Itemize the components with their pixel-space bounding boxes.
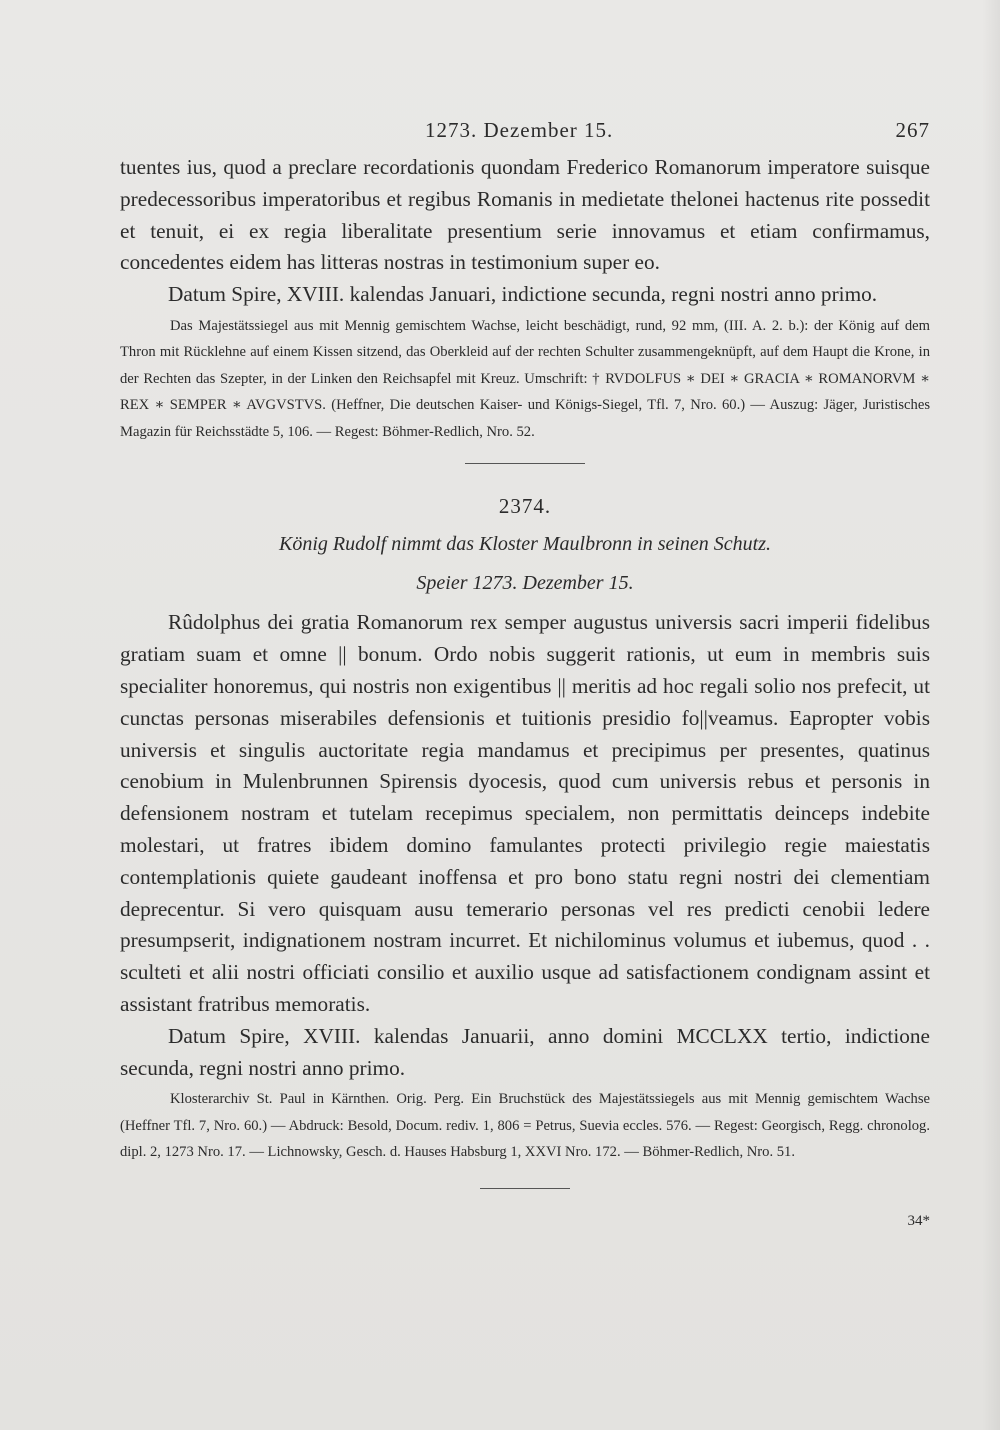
- document-datum: Datum Spire, XVIII. kalendas Januarii, anno domini MCCLXX tertio, indictione secunda, regni nostri anno primo.: [120, 1023, 930, 1080]
- document-place-date: Speier 1273. Dezember 15.: [416, 572, 634, 595]
- running-head-date: 1273. Dezember 15.: [425, 118, 614, 142]
- previous-document-datum: Datum Spire, XVIII. kalendas Januari, indictione secunda, regni nostri anno primo.: [168, 282, 878, 307]
- document-note: Klosterarchiv St. Paul in Kärnthen. Orig. Perg. Ein Bruchstück des Majestätssiegels aus mit Mennig gemischtem Wachse (Heffner Tfl. 7, Nro. 60.) — Abdruck: Besold, Docum. rediv. 1, 806 = Petrus, Suevia eccles. 576. — Regest: Georgisch, Regg. chronolog. dipl. 2, 1273 Nro. 17. — Lichnowsky, Gesch. d. Hauses Habsburg 1, XXVI Nro. 172. — Böhmer-Redlich, Nro. 51.: [120, 1091, 930, 1161]
- section-divider: [465, 463, 585, 464]
- page-number: 267: [895, 118, 930, 142]
- document-text: Rûdolphus dei gratia Romanorum rex semper augustus universis sacri imperii fidelibus gratiam suam et omne || bonum. Ordo nobis suggerit rationis, ut eum in membris suis specialiter honoremus, qui nostris non exigentibus || meritis ad hoc regali solio nos prefecit, ut cunctas personas miserabiles defensionis et tuitionis presidio fo||veamus. Eapropter vobis universis et singulis auctoritate regia mandamus et precipimus per presentes, quatinus cenobium in Mulenbrunnen Spirensis dyocesis, quod cum universis rebus et personis in defensionem nostram et tutelam recepimus specialem, non permittatis deinceps indebite molestari, ut fratres ibidem domino famulantes protecti privilegio regie maiestatis contemplationis quiete gaudeant inoffensa et pro bono statu regni nostri dei clementiam deprecentur. Si vero quisquam ausu temerario personas vel res predicti cenobii ledere presumpserit, indignationem nostram incurret. Et nichilominus volumus et iubemus, quod . . sculteti et alii nostri officiati consilio et auxilio usque ad satisfactionem condignam assint et assistant fratribus memoratis.: [120, 610, 930, 1017]
- running-head: [120, 118, 930, 152]
- signature-mark: 34*: [907, 1213, 930, 1229]
- previous-document-text: tuentes ius, quod a preclare recordationis quondam Frederico Romanorum imperatore suisque predecessoribus imperatoribus et regibus Romanis in medietate thelonei hactenus rite possedit et tenuit, ei ex regia liberalitate presentium serie innovamus et etiam confirmamus, concedentes eidem has litteras nostras in testimonium super eo.: [120, 155, 930, 275]
- page-edge-shadow: [982, 0, 1000, 1430]
- page-content: [120, 118, 930, 1189]
- previous-document-note: Das Majestätssiegel aus mit Mennig gemischtem Wachse, leicht beschädigt, rund, 92 mm, (III. A. 2. b.): der König auf dem Thron mit Rücklehne auf einem Kissen sitzend, das Oberkleid auf der rechten Schulter zusammengeknüpft, auf dem Haupt die Krone, in der Rechten das Szepter, in der Linken den Reichsapfel mit Kreuz. Umschrift: † RVDOLFUS ∗ DEI ∗ GRACIA ∗ ROMANORVM ∗ REX ∗ SEMPER ∗ AVGVSTVS. (Heffner, Die deutschen Kaiser- und Königs-Siegel, Tfl. 7, Nro. 60.) — Auszug: Jäger, Juristisches Magazin für Reichsstädte 5, 106. — Regest: Böhmer-Redlich, Nro. 52.: [120, 317, 930, 440]
- document-number: 2374.: [498, 494, 552, 519]
- document-title: König Rudolf nimmt das Kloster Maulbronn in seinen Schutz.: [278, 533, 772, 556]
- end-divider: [480, 1188, 570, 1189]
